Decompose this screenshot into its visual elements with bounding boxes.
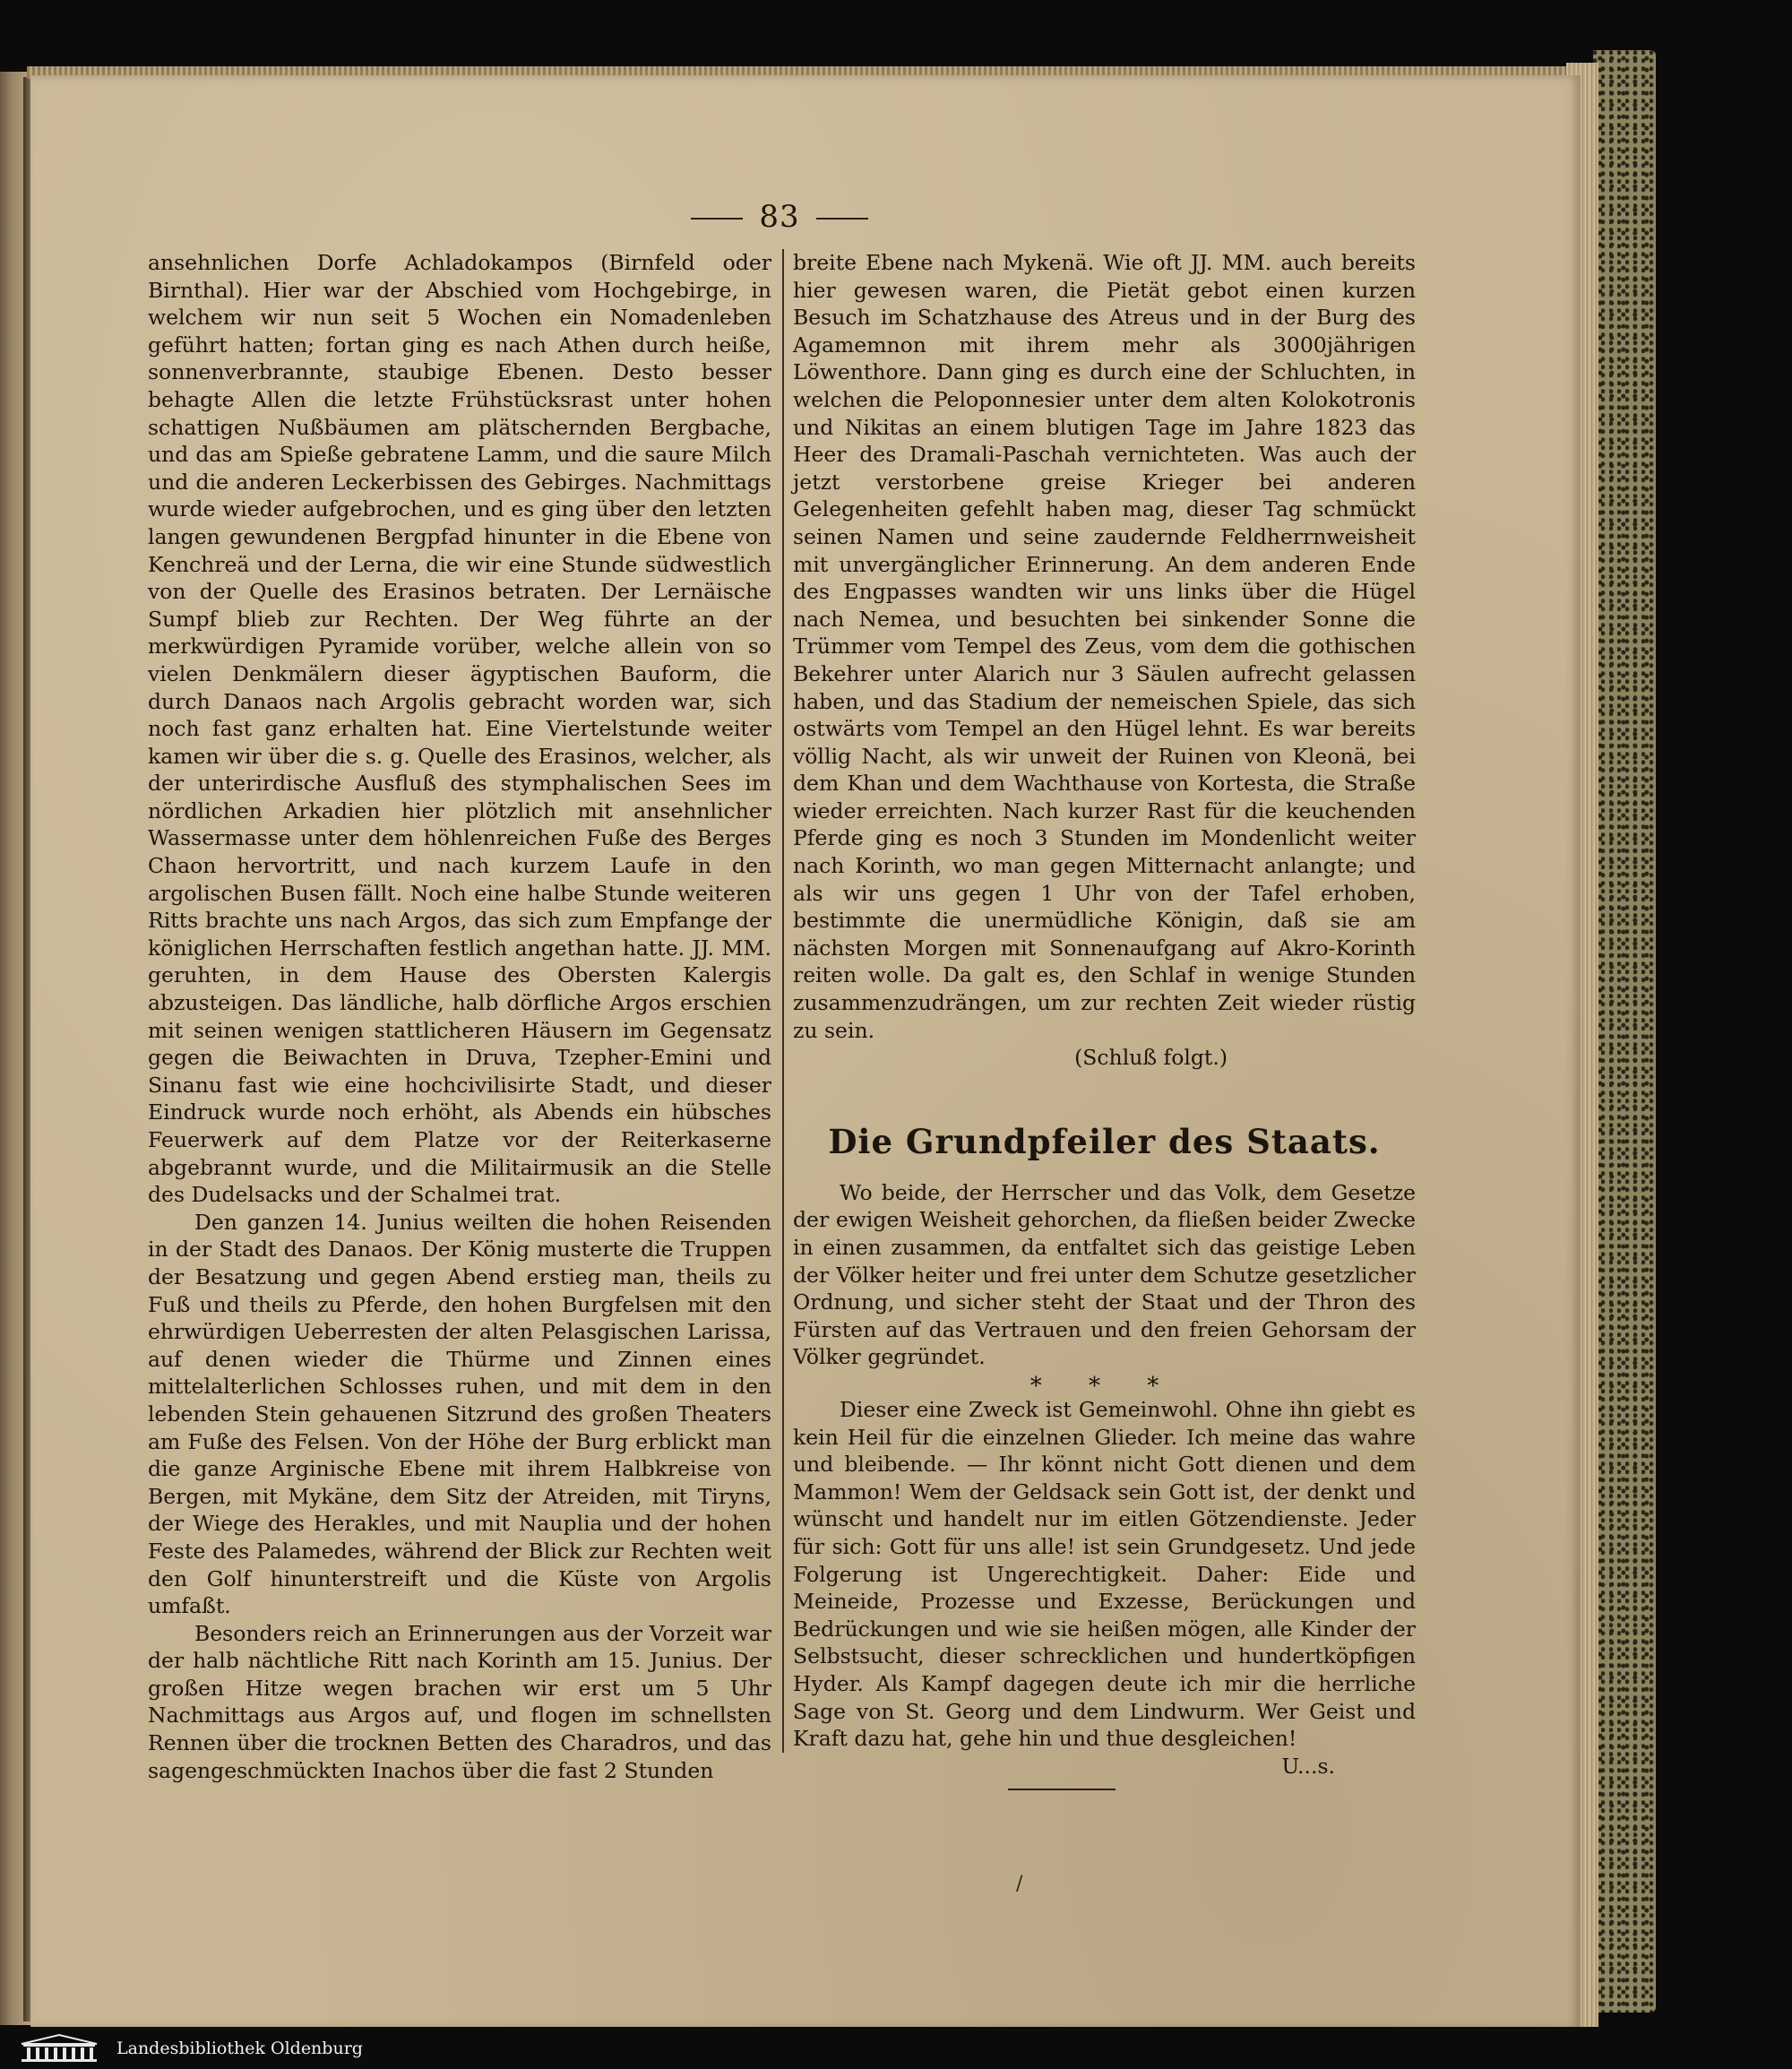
column-divider bbox=[782, 249, 784, 1753]
left-paragraph-2: Den ganzen 14. Junius weilten die hohen Reisenden in der Stadt des Danaos. Der König musterte die Truppen der Besatzung und gegen Abend erstieg man, theils zu Fuß und theils zu Pferde, den hohen Burgfelsen mit den ehrwürdigen Ueberresten der alten Pelasgischen Larissa, auf denen wieder die Thürme und Zinnen eines mittelalterlichen Schlosses ruhen, und mit dem in den lebenden Stein gehauenen Sitzrund des großen Theaters am Fuße des Felsen. Von der Höhe der Burg erblickt man die ganze Arginische Ebene mit ihrem Halbkreise von Bergen, mit Mykäne, dem Sitz der Atreiden, mit Tiryns, der Wiege des Herakles, und mit Nauplia und der hohen Feste des Palamedes, während der Blick zur Rechten weit den Golf hinunterstreift und die Küste von Argolis umfaßt. bbox=[148, 1209, 771, 1619]
left-paragraph-1: ansehnlichen Dorfe Achladokampos (Birnfeld oder Birnthal). Hier war der Abschied vom Hochgebirge, in welchem wir nun seit 5 Wochen ein Nomadenleben geführt hatten; fortan ging es nach Athen durch heiße, sonnenverbrannte, staubige Ebenen. Desto besser behagte Allen die letzte Frühstücksrast unter hohen schattigen Nußbäumen am plätschernden Bergbache, und das am Spieße gebratene Lamm, und die saure Milch und die anderen Leckerbissen des Gebirges. Nachmittags wurde wieder aufgebrochen, und es ging über den letzten langen gewundenen Bergpfad hinunter in die Ebene von Kenchreä und der Lerna, die wir eine Stunde südwestlich von der Quelle des Erasinos betraten. Der Lernäische Sumpf blieb zur Rechten. Der Weg führte an der merkwürdigen Pyramide vorüber, welche allein von so vielen Denkmälern dieser ägyptischen Bauform, die durch Danaos nach Argolis gebracht worden war, sich noch fast ganz erhalten hat. Eine Viertelstunde weiter kamen wir über die s. g. Quelle des Erasinos, welcher, als der unterirdische Ausfluß des stymphalischen Sees im nördlichen Arkadien hier plötzlich mit ansehnlicher Wassermasse unter dem höhlenreichen Fuße des Berges Chaon hervortritt, und nach kurzem Laufe in den argolischen Busen fällt. Noch eine halbe Stunde weiteren Ritts brachte uns nach Argos, das sich zum Empfange der königlichen Herrschaften festlich angethan hatte. JJ. MM. geruhten, in dem Hause des Obersten Kalergis abzusteigen. Das ländliche, halb dörfliche Argos erschien mit seinen wenigen stattlicheren Häusern im Gegensatz gegen die Beiwachten in Druva, Tzepher-Emini und Sinanu fast wie eine hochcivilisirte Stadt, und dieser Eindruck wurde noch erhöht, als Abends ein hübsches Feuerwerk auf dem Platze vor der Reiterkaserne abgebrannt wurde, und die Militairmusik an die Stelle des Dudelsacks und der Schalmei trat. bbox=[148, 250, 771, 1208]
article-paragraph-2 bbox=[793, 1396, 1416, 1779]
page-number: 83 bbox=[759, 199, 800, 235]
asterism-divider: * * * bbox=[1030, 1372, 1179, 1400]
article-end-rule bbox=[1008, 1789, 1116, 1790]
article-paragraph-1: Wo beide, der Herrscher und das Volk, dem Gesetze der ewigen Weisheit gehorchen, da fließen beider Zwecke in einen zusammen, da entfaltet sich das geistige Leben der Völker heiter und frei unter dem Schutze gesetzlicher Ordnung, und sicher steht der Staat und der Thron des Fürsten auf das Vertrauen und den freien Gehorsam der Völker gegründet. bbox=[793, 1179, 1416, 1370]
book-cover-board bbox=[1593, 50, 1656, 2013]
footer-bar bbox=[0, 2027, 1792, 2069]
right-paragraph-continued: breite Ebene nach Mykenä. Wie oft JJ. MM. auch bereits hier gewesen waren, die Pietät gebot einen kurzen Besuch im Schatzhause des Atreus und in der Burg des Agamemnon mit ihrem mehr als 3000jährigen Löwenthore. Dann ging es durch eine der Schluchten, in welchen die Peloponnesier unter dem alten Kolokotronis und Nikitas an einem blutigen Tage im Jahre 1823 das Heer des Dramali-Paschah vernichteten. Was auch der jetzt verstorbene greise Krieger bei anderen Gelegenheiten gefehlt haben mag, dieser Tag schmückt seinen Namen und seine zaudernde Feldherrnweisheit mit unvergänglicher Erinnerung. An dem anderen Ende des Engpasses wandten wir uns links über die Hügel nach Nemea, und besuchten bei sinkender Sonne die Trümmer vom Tempel des Zeus, vom dem die gothischen Bekehrer unter Alarich nur 3 Säulen aufrecht gelassen haben, und das Stadium der nemeischen Spiele, das sich ostwärts vom Tempel an den Hügel lehnt. Es war bereits völlig Nacht, als wir unweit der Ruinen von Kleonä, bei dem Khan und dem Wachthause von Kortesta, die Straße wieder erreichten. Nach kurzer Rast für die keuchenden Pferde ging es noch 3 Stunden im Mondenlicht weiter nach Korinth, wo man gegen Mitternacht anlangte; und als wir uns gegen 1 Uhr von der Tafel erhoben, bestimmte die unermüdliche Königin, daß sie am nächsten Morgen mit Sonnenaufgang auf Akro-Korinth reiten wolle. Da galt es, den Schlaf in wenige Stunden zusammenzudrängen, um zur rechten Zeit wieder rüstig zu sein. bbox=[793, 250, 1416, 1043]
article-signature: U...s. bbox=[1281, 1753, 1335, 1779]
header-rule-right bbox=[816, 218, 868, 220]
article-paragraph-2-text: Dieser eine Zweck ist Gemeinwohl. Ohne ihn giebt es kein Heil für die einzelnen Glieder. Ich meine das wahre und bleibende. — Ihr könnt nicht Gott dienen und dem Mammon! Wem der Geldsack sein Gott ist, der denkt und wünscht und handelt nur im eitlen Götzendienste. Jeder für sich: Gott für uns alle! ist sein Grundgesetz. Und jede Folgerung ist Ungerechtigkeit. Daher: Eide und Meineide, Prozesse und Exzesse, Berückungen und Bedrückungen und wie sie heißen mögen, alle Kinder der Selbstsucht, dieser schrecklichen und hundertköpfigen Hyder. Als Kampf dagegen deute ich mir die herrliche Sage von St. Georg und dem Lindwurm. Wer Geist und Kraft dazu hat, gehe hin und thue desgleichen! bbox=[793, 1396, 1416, 1752]
continued-note: (Schluß folgt.) bbox=[1074, 1045, 1228, 1071]
header-rule-left bbox=[691, 218, 743, 220]
article-title: Die Grundpfeiler des Staats. bbox=[828, 1121, 1381, 1161]
library-name[interactable]: Landesbibliothek Oldenburg bbox=[116, 2038, 363, 2058]
right-column bbox=[793, 249, 1416, 1790]
left-column bbox=[148, 249, 771, 1784]
stray-ink-mark: / bbox=[1016, 1873, 1023, 1895]
library-building-icon bbox=[14, 2033, 104, 2064]
page-header bbox=[663, 199, 896, 235]
left-paragraph-3: Besonders reich an Erinnerungen aus der Vorzeit war der halb nächtliche Ritt nach Korinth am 15. Junius. Der großen Hitze wegen brachen wir erst um 5 Uhr Nachmittags aus Argos auf, und flogen im schnellsten Rennen über die trocknen Betten des Charadros, und das sagengeschmückten Inachos über die fast 2 Stunden bbox=[148, 1620, 771, 1783]
